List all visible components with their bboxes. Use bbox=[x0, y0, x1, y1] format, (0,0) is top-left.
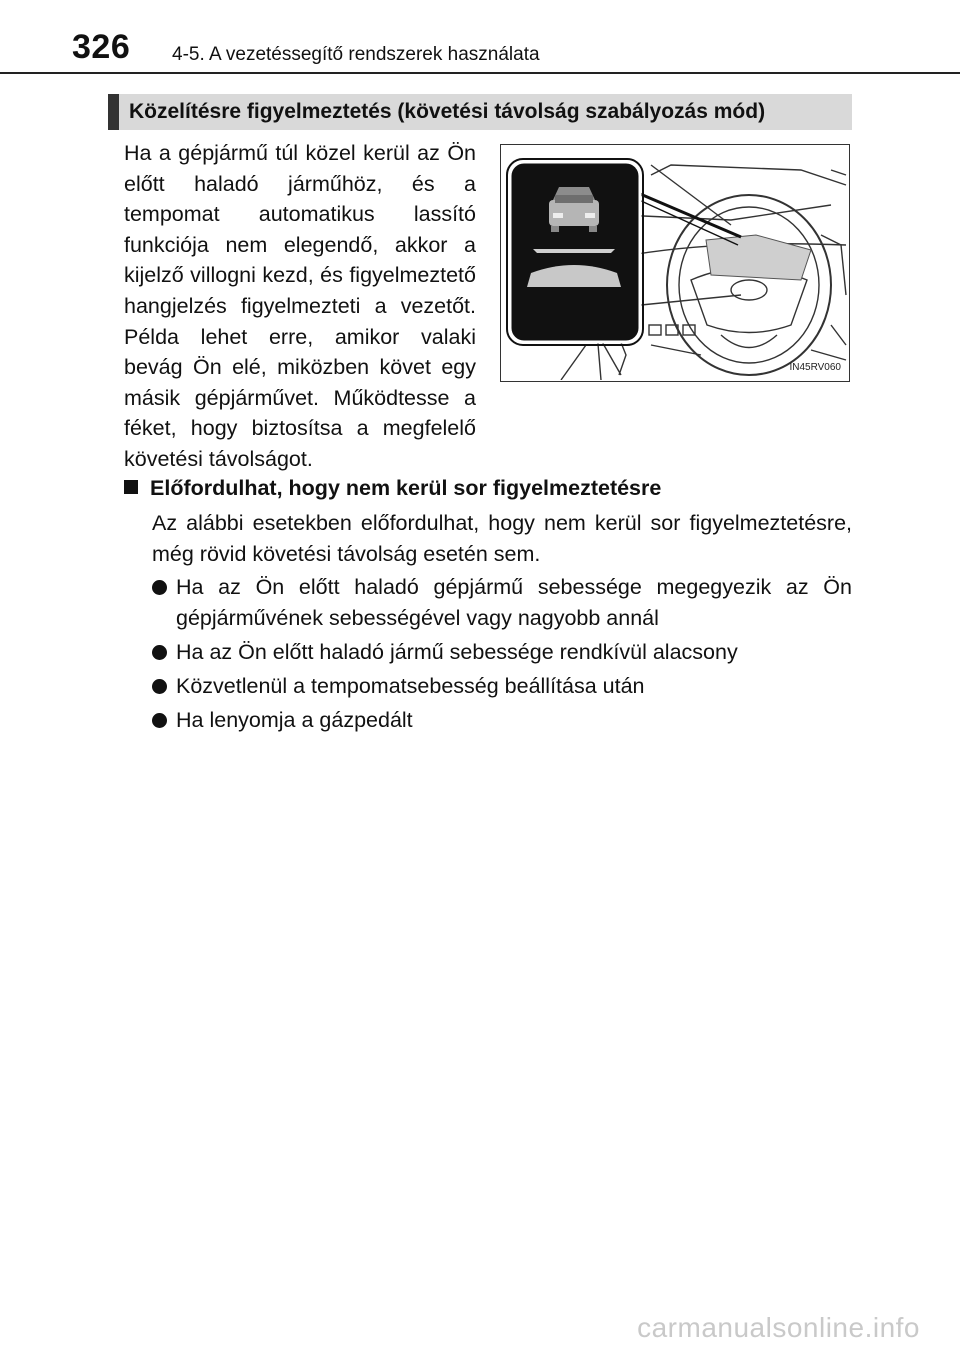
bullet-dot-icon bbox=[152, 679, 167, 694]
chapter-title: 4-5. A vezetéssegítő rendszerek használata bbox=[172, 44, 540, 65]
subsection-paragraph: Az alábbi esetekben előfordulhat, hogy nem kerül sor figyelmeztetésre, még rövid követési távolság esetén sem. bbox=[152, 511, 852, 566]
watermark: carmanualsonline.info bbox=[637, 1312, 920, 1343]
subsection-title: Előfordulhat, hogy nem kerül sor figyelmeztetésre bbox=[150, 476, 662, 500]
square-bullet-icon bbox=[124, 480, 138, 494]
bullet-dot-icon bbox=[152, 713, 167, 728]
page-number: 326 bbox=[72, 28, 131, 66]
dashboard-drawing bbox=[501, 145, 848, 380]
section-title: Közelítésre figyelmeztetés (követési távolság szabályozás mód) bbox=[129, 100, 766, 123]
list-item-text: Ha az Ön előtt haladó jármű sebessége rendkívül alacsony bbox=[176, 640, 738, 664]
header-rule bbox=[0, 72, 960, 74]
condition-list bbox=[152, 572, 852, 739]
section-header bbox=[108, 94, 852, 130]
figure-code: IN45RV060 bbox=[789, 362, 841, 373]
subsection-heading bbox=[124, 476, 661, 501]
bullet-dot-icon bbox=[152, 645, 167, 660]
list-item-text: Ha lenyomja a gázpedált bbox=[176, 708, 413, 732]
list-item bbox=[152, 705, 852, 736]
list-item bbox=[152, 572, 852, 634]
dashboard-illustration bbox=[500, 144, 850, 382]
list-item bbox=[152, 671, 852, 702]
list-item bbox=[152, 637, 852, 668]
intro-paragraph: Ha a gépjármű túl közel kerül az Ön előtt haladó járműhöz, és a tempomat automatikus lassító funkciója nem elegendő, akkor a kijelző villogni kezd, és figyelmeztető hangjelzés figyelmezteti a vezetőt. Példa lehet erre, amikor valaki bevág Ön elé, miközben követ egy másik gépjárművet. Működtesse a féket, hogy biztosítsa a megfelelő követési távolságot. bbox=[124, 141, 476, 471]
bullet-dot-icon bbox=[152, 580, 167, 595]
list-item-text: Ha az Ön előtt haladó gépjármű sebessége megegyezik az Ön gépjárművének sebességével vagy nagyobb annál bbox=[176, 575, 852, 630]
list-item-text: Közvetlenül a tempomatsebesség beállítása után bbox=[176, 674, 645, 698]
